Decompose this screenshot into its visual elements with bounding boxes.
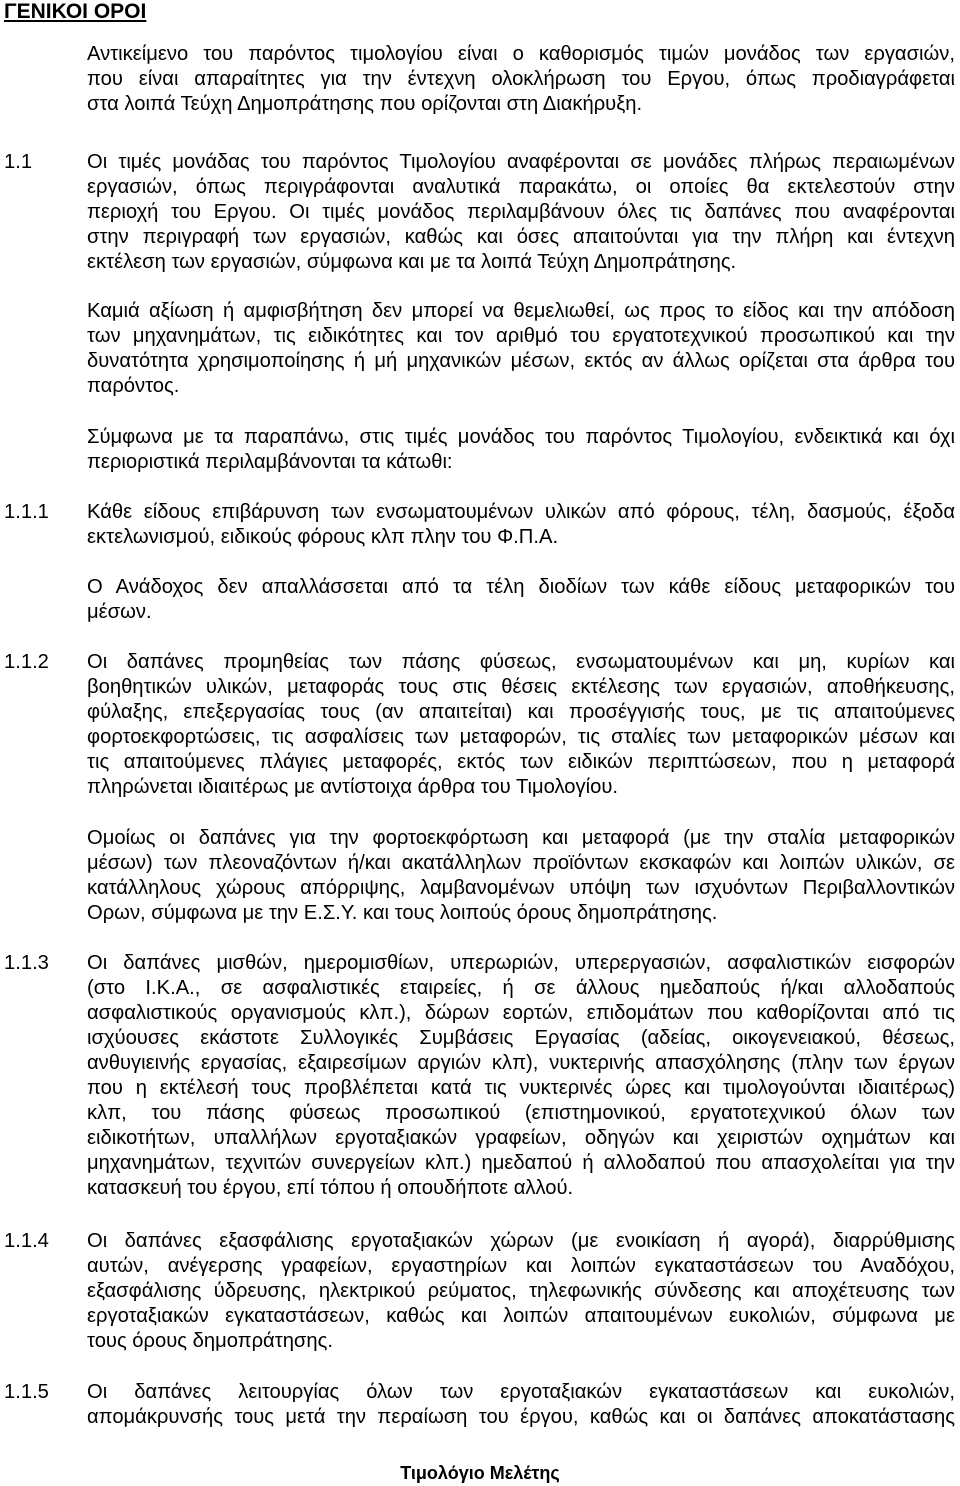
paragraph-text: [87, 826, 955, 926]
document-title: ΓΕΝΙΚΟΙ ΟΡΟΙ: [4, 0, 147, 23]
text-line: Οι δαπάνες μισθών, ημερομισθίων, υπερωριών, υπερεργασιών, ασφαλιστικών εισφορών: [87, 951, 955, 974]
section-text: [87, 1229, 955, 1354]
text-line: παρόντος.: [87, 374, 180, 397]
text-line: μέσων) των πλεοναζόντων ή/και ακατάλληλων προϊόντων εκσκαφών και λοιπών υλικών, σε: [87, 851, 955, 874]
text-line: μέσων.: [87, 600, 152, 623]
text-line: (στο Ι.Κ.Α., σε ασφαλιστικές εταιρείες, ή σε άλλους ημεδαπούς ή/και αλλοδαπούς: [87, 976, 955, 999]
text-line: ασφαλιστικούς οργανισμούς κλπ.), δώρων εορτών, επιδομάτων που καθορίζονται από τις: [87, 1001, 955, 1024]
section-number: 1.1.4: [4, 1229, 49, 1252]
text-line: Οι δαπάνες εξασφάλισης εργοταξιακών χώρων (με ενοικίαση ή αγορά), διαρρύθμισης: [87, 1229, 955, 1252]
section-text: [87, 500, 955, 550]
text-line: Κάθε είδους επιβάρυνση των ενσωματουμένων υλικών από φόρους, τέλη, δασμούς, έξοδα: [87, 500, 955, 523]
text-line: κατασκευή του έργου, επί τόπου ή οπουδήποτε αλλού.: [87, 1176, 574, 1199]
text-line: αυτών, ανέγερσης γραφείων, εργαστηρίων και λοιπών εγκαταστάσεων του Αναδόχου,: [87, 1254, 955, 1277]
text-line: Σύμφωνα με τα παραπάνω, στις τιμές μονάδος του παρόντος Τιμολογίου, ενδεικτικά και όχι: [87, 425, 955, 448]
text-line: πληρώνεται ιδιαιτέρως με αντίστοιχα άρθρα του Τιμολογίου.: [87, 775, 618, 798]
text-line: που είναι απαραίτητες για την έντεχνη ολοκλήρωση του Εργου, όπως προδιαγράφεται: [87, 67, 955, 90]
text-line: Οι δαπάνες προμηθείας των πάσης φύσεως, ενσωματουμένων και μη, κυρίων και: [87, 650, 955, 673]
text-line: εργασιών, όπως περιγράφονται αναλυτικά παρακάτω, οι οποίες θα εκτελεστούν στην: [87, 175, 955, 198]
section-number: 1.1: [4, 150, 33, 173]
text-line: ανθυγιεινής εργασίας, εξαιρεσίμων αργιών κλπ), νυκτερινής απασχόλησης (πλην των έργων: [87, 1051, 955, 1074]
text-line: απομάκρυνσής τους μετά την περαίωση του έργου, καθώς και οι δαπάνες αποκατάστασης: [87, 1405, 955, 1428]
section-text: [87, 951, 955, 1201]
text-line: κλπ, του πάσης φύσεως προσωπικού (επιστημονικού, εργατοτεχνικού όλων των: [87, 1101, 955, 1124]
text-line: ισχύουσες εκάστοτε Συλλογικές Συμβάσεις Εργασίας (αδείας, οικογενειακού, θέσεως,: [87, 1026, 955, 1049]
text-line: μηχανημάτων, τεχνιτών συνεργείων κλπ.) ημεδαπού ή αλλοδαπού που απασχολείται για την: [87, 1151, 955, 1174]
section-number: 1.1.2: [4, 650, 49, 673]
paragraph-text: [87, 425, 955, 475]
paragraph-text: [87, 299, 955, 399]
text-line: στην περιγραφή των εργασιών, καθώς και όσες απαιτούνται για την πλήρη και έντεχνη: [87, 225, 955, 248]
text-line: τους όρους δημοπράτησης.: [87, 1329, 333, 1352]
text-line: Καμιά αξίωση ή αμφισβήτηση δεν μπορεί να θεμελιωθεί, ως προς το είδος και την απόδοση: [87, 299, 955, 322]
section-text: [87, 150, 955, 275]
section-number: 1.1.1: [4, 500, 49, 523]
text-line: δυνατότητα χρησιμοποίησης ή μή μηχανικών μέσων, εκτός αν άλλως ορίζεται στα άρθρα του: [87, 349, 955, 372]
text-line: εκτέλεση των εργασιών, σύμφωνα και με τα λοιπά Τεύχη Δημοπράτησης.: [87, 250, 737, 273]
text-line: εκτελωνισμού, ειδικούς φόρους κλπ πλην του Φ.Π.Α.: [87, 525, 559, 548]
text-line: περιοριστικά περιλαμβάνονται τα κάτωθι:: [87, 450, 453, 473]
text-line: των μηχανημάτων, τις ειδικότητες και τον αριθμό του εργατοτεχνικού προσωπικού και την: [87, 324, 955, 347]
section-text: [87, 1380, 955, 1430]
text-line: εργοταξιακών εγκαταστάσεων, καθώς και λοιπών απαιτουμένων ευκολιών, σύμφωνα με: [87, 1304, 955, 1327]
text-line: Ομοίως οι δαπάνες για την φορτοεκφόρτωση και μεταφορά (με την σταλία μεταφορικών: [87, 826, 955, 849]
section-number: 1.1.3: [4, 951, 49, 974]
text-line: Οι δαπάνες λειτουργίας όλων των εργοταξιακών εγκαταστάσεων και ευκολιών,: [87, 1380, 955, 1403]
section-number: 1.1.5: [4, 1380, 49, 1403]
paragraph-text: [87, 42, 955, 117]
text-line: στα λοιπά Τεύχη Δημοπράτησης που ορίζονται στη Διακήρυξη.: [87, 92, 643, 115]
page-footer: Τιμολόγιο Μελέτης: [400, 1463, 560, 1483]
text-line: ειδικοτήτων, υπαλλήλων εργοταξιακών γραφείων, οδηγών και χειριστών οχημάτων και: [87, 1126, 955, 1149]
text-line: φορτοεκφορτώσεις, τις ασφαλίσεις των μεταφορών, τις σταλίες των μεταφορικών μέσων και: [87, 725, 955, 748]
text-line: τις απαιτούμενες πλάγιες μεταφορές, εκτός των ειδικών περιπτώσεων, που η μεταφορά: [87, 750, 955, 773]
text-line: κατάλληλους χώρους απόρριψης, λαμβανομένων υπόψη των ισχυόντων Περιβαλλοντικών: [87, 876, 955, 899]
text-line: φύλαξης, επεξεργασίας τους (αν απαιτείται) και προσέγγισής τους, με τις απαιτούμενες: [87, 700, 955, 723]
text-line: Ο Ανάδοχος δεν απαλλάσσεται από τα τέλη διοδίων των κάθε είδους μεταφορικών του: [87, 575, 955, 598]
text-line: βοηθητικών υλικών, μεταφοράς τους στις θέσεις εκτέλεσης των εργασιών, αποθήκευσης,: [87, 675, 955, 698]
text-line: περιοχή του Εργου. Οι τιμές μονάδος περιλαμβάνουν όλες τις δαπάνες που αναφέρονται: [87, 200, 955, 223]
section-text: [87, 650, 955, 800]
paragraph-text: [87, 575, 955, 625]
text-line: εξασφάλισης ύδρευσης, ηλεκτρικού ρεύματος, τηλεφωνικής σύνδεσης και αποχέτευσης των: [87, 1279, 955, 1302]
text-line: Αντικείμενο του παρόντος τιμολογίου είναι ο καθορισμός τιμών μονάδος των εργασιών,: [87, 42, 955, 65]
text-line: Οι τιμές μονάδας του παρόντος Τιμολογίου αναφέρονται σε μονάδες πλήρως περαιωμένων: [87, 150, 955, 173]
text-line: Ορων, σύμφωνα με την Ε.Σ.Υ. και τους λοιπούς όρους δημοπράτησης.: [87, 901, 718, 924]
text-line: που η εκτέλεσή τους προβλέπεται κατά τις νυκτερινές ώρες και τιμολογούνται ιδιαιτέρως): [87, 1076, 955, 1099]
